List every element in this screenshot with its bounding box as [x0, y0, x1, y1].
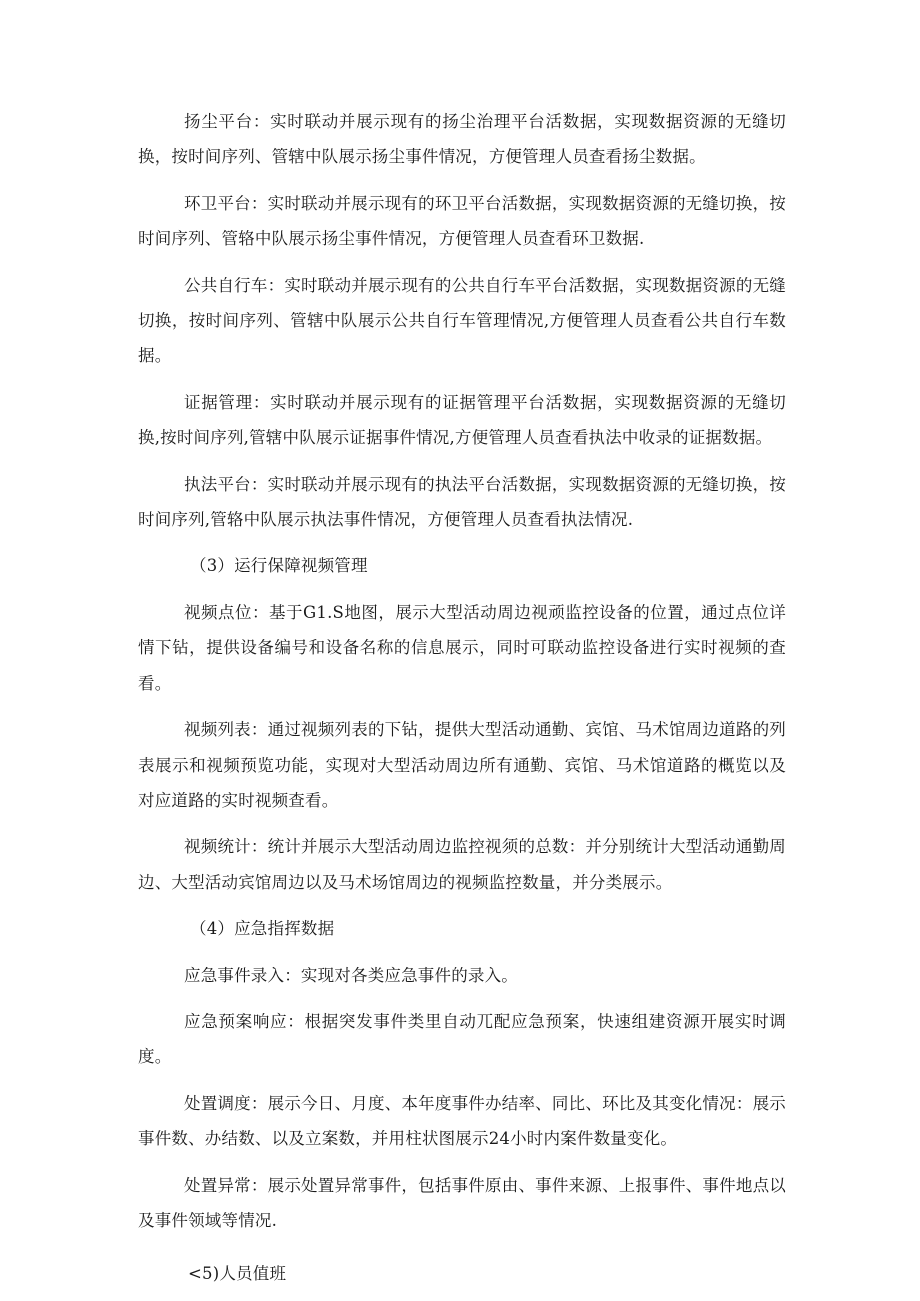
- paragraph-dust-platform: 扬尘平台：实时联动并展示现有的扬尘治理平台活数据，实现数据资源的无缝切换，按时间序列、管辖中队展示扬尘事件情况，方便管理人员查看扬尘数据。: [138, 112, 786, 167]
- section-heading-emergency-command: （4）应急指挥数据: [190, 919, 335, 939]
- document-body: [138, 104, 786, 1292]
- section-heading-video-management: （3）运行保障视频管理: [190, 556, 368, 576]
- paragraph-law-enforcement-platform: 执法平台：实时联动并展示现有的执法平台活数据，实现数据资源的无缝切换，按时间序列,管辂中队展示执法事件情况，方便管理人员查看执法情况.: [138, 474, 786, 530]
- paragraph-disposal-exception: 处置异常：展示处置异常事件，包括事件原由、事件来源、上报事件、事件地点以及事件领域等情况.: [138, 1175, 786, 1230]
- paragraph-sanitation-platform: 环卫平台：实时联动并展示现有的环卫平台活数据，实现数据资源的无缝切换，按时间序列、管辂中队展示扬尘事件情况，方便管理人员查看环卫数据.: [138, 193, 786, 249]
- paragraph-evidence-management: 证据管理：实时联动并展示现有的证据管理平台活数据，实现数据资源的无缝切换,按时间序列,管辖中队展示证据事件情况,方便管理人员查看执法中收录的证据数据。: [138, 392, 786, 448]
- paragraph-emergency-entry: 应急事件录入：实现对各类应急事件的录入。: [184, 965, 518, 985]
- paragraph-video-list: 视频列表：通过视频列表的下钻，提供大型活动通勤、宾馆、马术馆周边道路的列表展示和视频预览功能，实现对大型活动周边所有通勤、宾馆、马术馆道路的概览以及对应道路的实时视频查看。: [138, 720, 786, 810]
- paragraph-video-points: 视频点位：基于G1.S地图，展示大型活动周边视顽监控设备的位置，通过点位详情下钻，提供设备编号和设备名称的信息展示，同时可联动监控设备进行实时视频的查看。: [138, 602, 786, 693]
- paragraph-disposal-dispatch: 处置调度：展示今日、月度、本年度事件办结率、同比、环比及其变化情况：展示事件数、办结数、以及立案数，并用柱状图展示24小时内案件数量变化。: [138, 1093, 786, 1149]
- paragraph-public-bicycle: 公共自行车：实时联动并展示现有的公共自行车平台活数据，实现数据资源的无缝切换，按时间序列、管辖中队展示公共自行车管理情况,方便管理人员查看公共自行车数据。: [138, 275, 786, 366]
- section-heading-staff-duty: <5)人员值班: [188, 1264, 287, 1284]
- paragraph-emergency-plan-response: 应急预案响应：根据突发事件类里自动兀配应急预案，快速组建资源开展实时调度。: [138, 1011, 786, 1067]
- paragraph-video-statistics: 视频统计：统计并展示大型活动周边监控视须的总数：并分别统计大型活动通勤周边、大型活动宾馆周边以及马术场馆周边的视频监控数量，并分类展示。: [138, 837, 786, 892]
